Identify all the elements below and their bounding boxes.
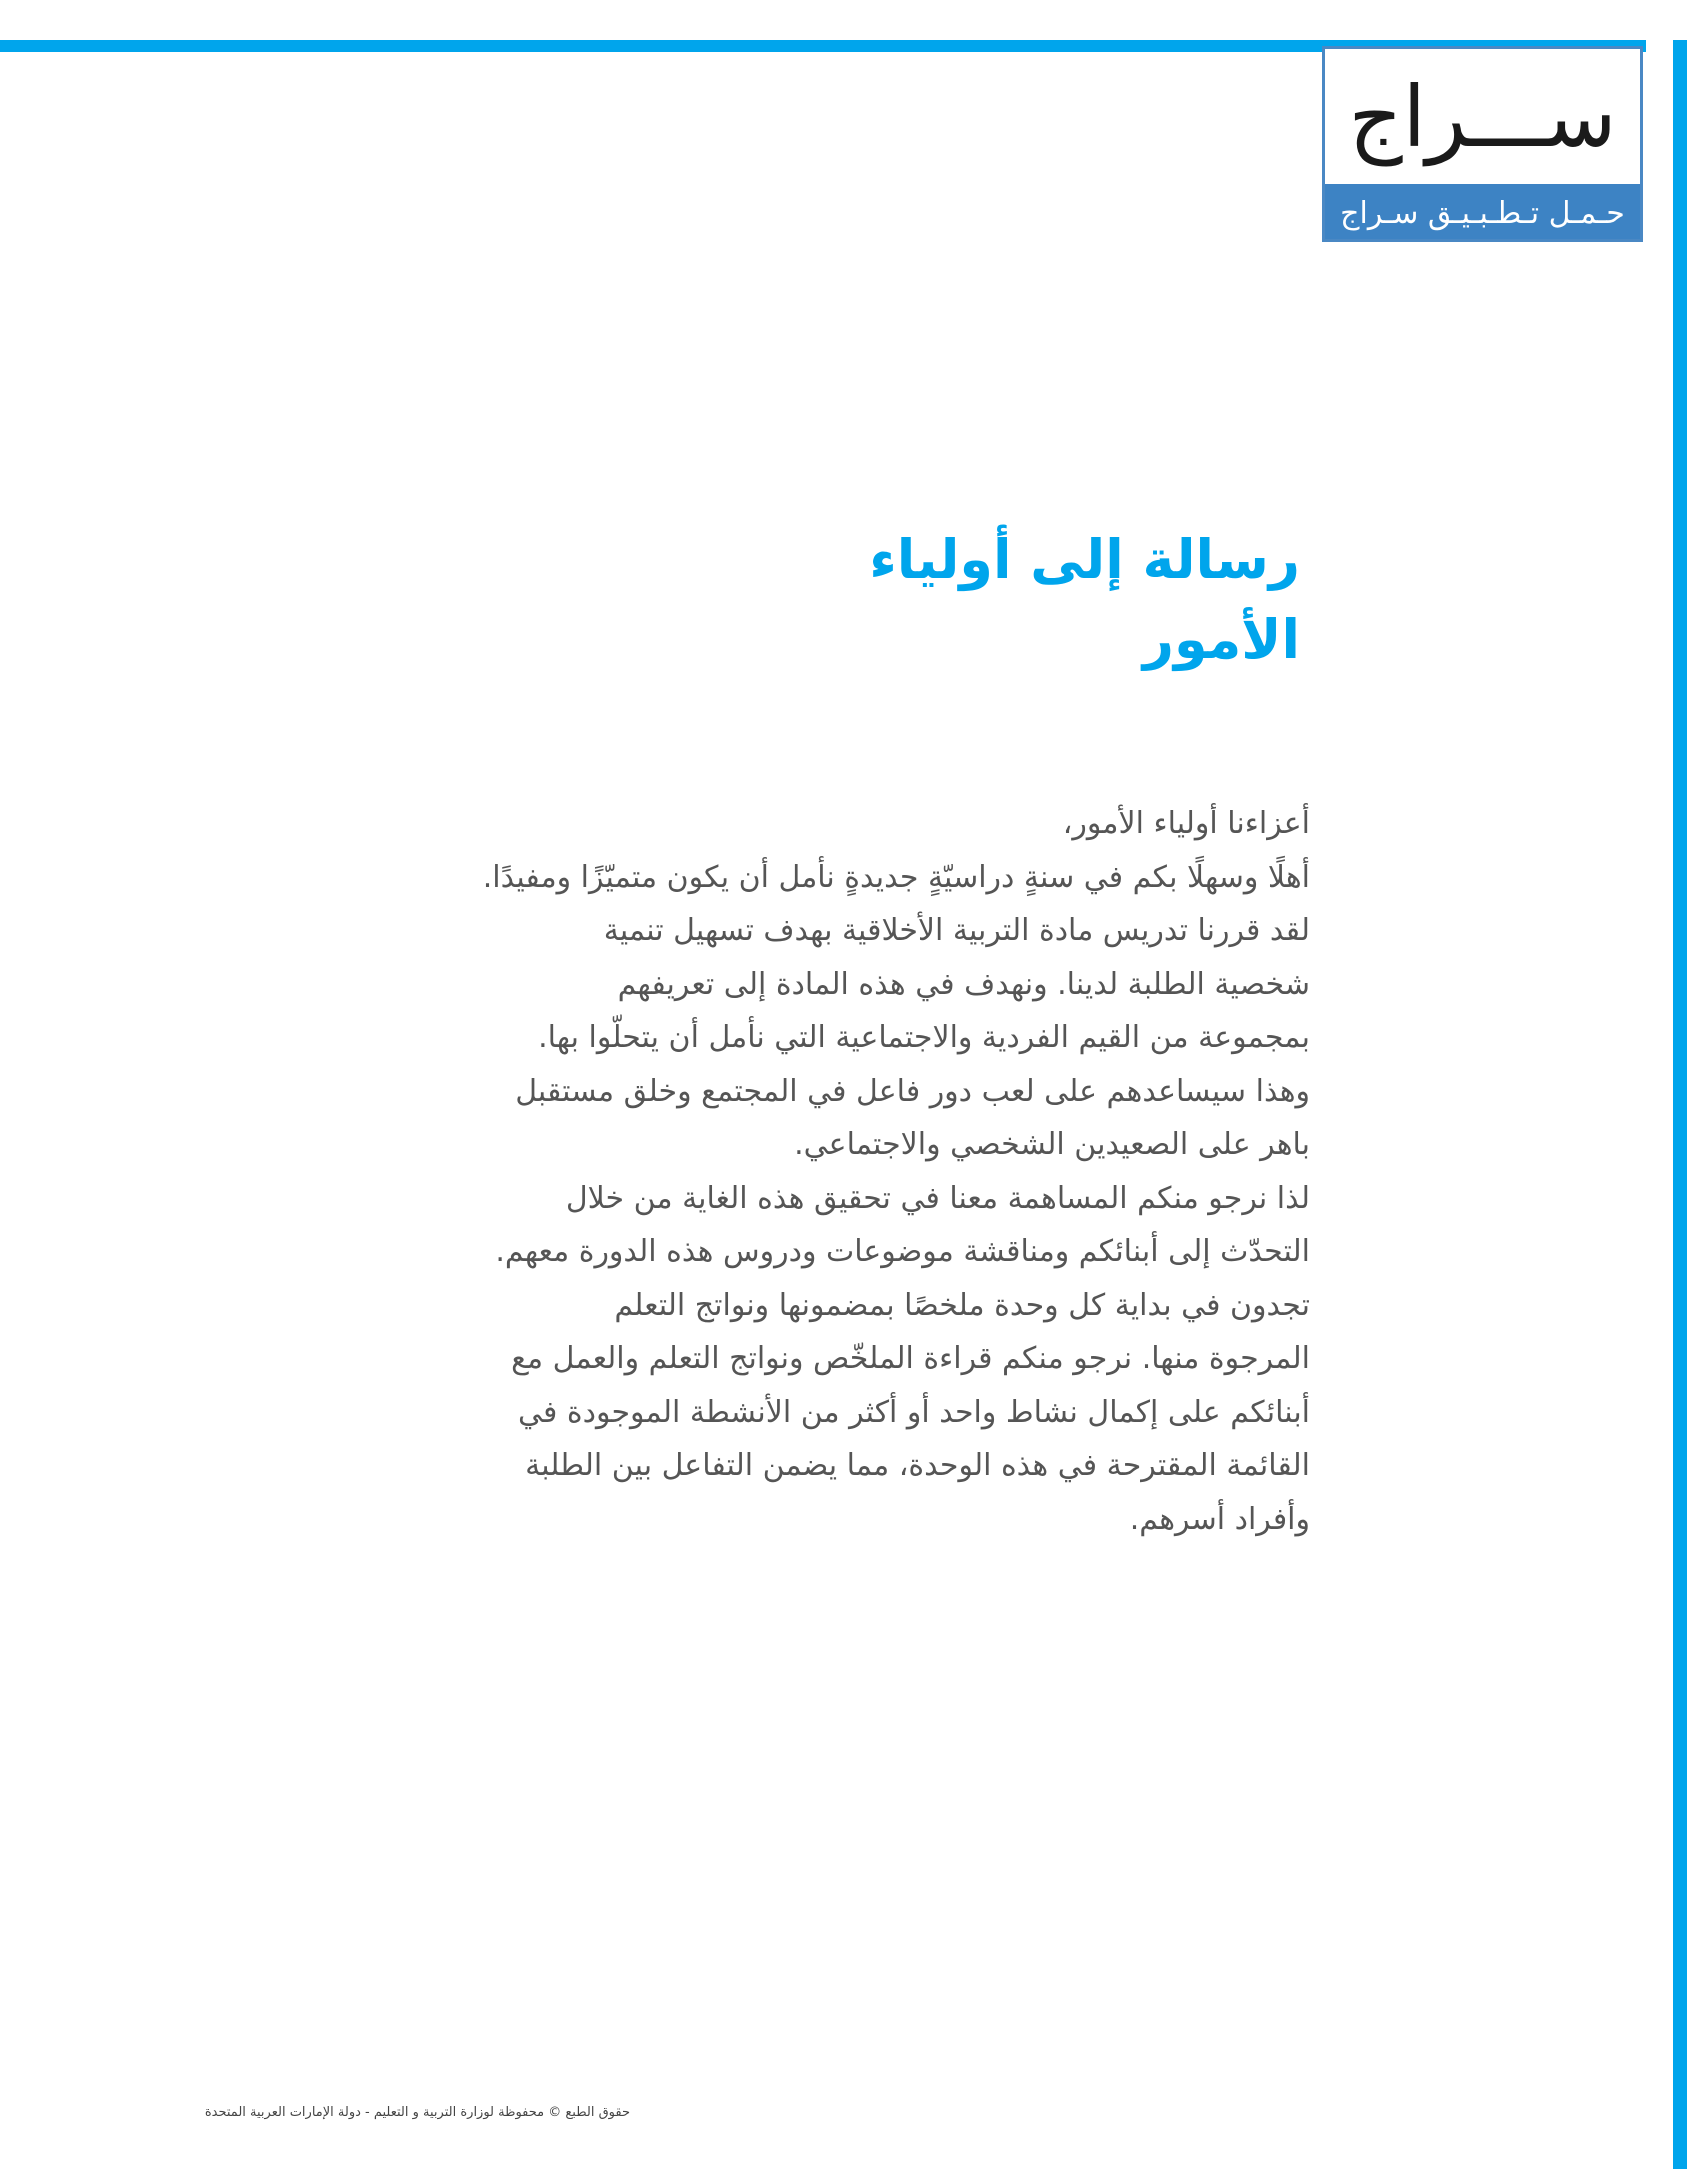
letter-line: باهر على الصعيدين الشخصي والاجتماعي. [794,1127,1310,1162]
letter-line: شخصية الطلبة لدينا. ونهدف في هذه المادة إلى تعريفهم [617,966,1310,1002]
letter-line: أعزاءنا أولياء الأمور، [1062,806,1310,841]
copyright-notice: حقوق الطبع © محفوظة لوزارة التربية و التعليم - دولة الإمارات العربية المتحدة [204,2105,630,2120]
siraj-app-logo[interactable] [1322,46,1643,242]
download-siraj-app-label[interactable]: حـمـل تـطـبـيـق سـراج [1325,184,1640,242]
letter-line: المرجوة منها. نرجو منكم قراءة الملخّص ونواتج التعلم والعمل مع [511,1341,1310,1376]
letter-line: تجدون في بداية كل وحدة ملخصًا بمضمونها ونواتج التعلم [614,1287,1310,1323]
siraj-logo-word: ســـراج [1348,67,1617,166]
letter-line: لذا نرجو منكم المساهمة معنا في تحقيق هذه الغاية من خلال [565,1180,1310,1216]
letter-line: التحدّث إلى أبنائكم ومناقشة موضوعات ودروس هذه الدورة معهم. [495,1234,1310,1269]
right-accent-bar [1673,40,1687,2169]
parents-letter-body [330,797,1310,1546]
letter-line: بمجموعة من القيم الفردية والاجتماعية التي نأمل أن يتحلّوا بها. [538,1020,1310,1055]
letter-line: القائمة المقترحة في هذه الوحدة، مما يضمن التفاعل بين الطلبة [525,1448,1310,1483]
letter-line: أهلًا وسهلًا بكم في سنةٍ دراسيّةٍ جديدةٍ نأمل أن يكون متميّزًا ومفيدًا. [482,859,1310,895]
letter-line: وأفراد أسرهم. [1129,1501,1310,1537]
page-title: رسالة إلى أولياء الأمور [869,528,1300,671]
letter-line: وهذا سيساعدهم على لعب دور فاعل في المجتمع وخلق مستقبل [515,1073,1310,1109]
letter-line: أبنائكم على إكمال نشاط واحد أو أكثر من الأنشطة الموجودة في [518,1394,1310,1430]
letter-line: لقد قررنا تدريس مادة التربية الأخلاقية بهدف تسهيل تنمية [603,913,1310,948]
